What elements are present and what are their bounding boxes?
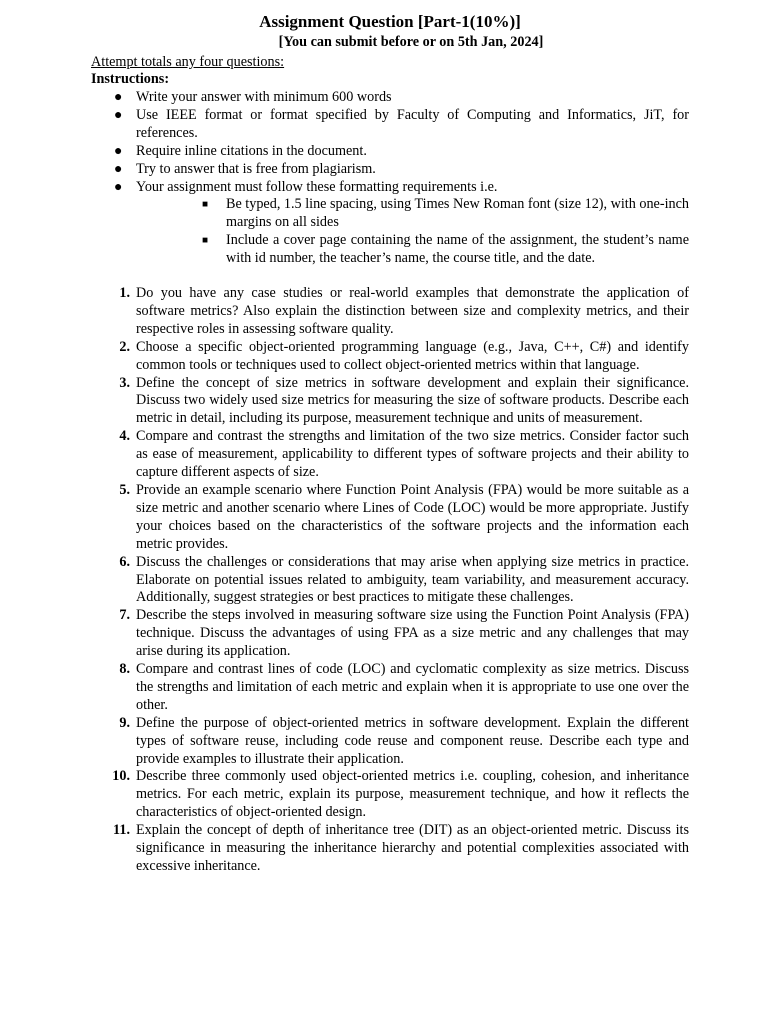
question-text: Discuss the challenges or considerations that may arise when applying size metrics in practice. Elaborate on potential issues related to ambiguity, team variability, and measurement accuracy. Additionally, suggest strategies or best practices to mitigate these challenges. (136, 553, 689, 606)
formatting-requirement-item: ■ Include a cover page containing the name of the assignment, the student’s name with id number, the teacher’s name, the course title, and the date. (202, 232, 689, 267)
question-item (0, 428, 689, 482)
question-item (0, 822, 689, 876)
question-text: Explain the concept of depth of inheritance tree (DIT) as an object-oriented metric. Discuss its significance in measuring the inheritance hierarchy and potential complexities associated with excessive inheritance. (136, 822, 689, 874)
question-text: Define the purpose of object-oriented metrics in software development. Explain the different types of software reuse, including code reuse and component reuse. Describe each type and provide examples to illustrate their application. (136, 714, 689, 767)
formatting-requirements-list (0, 196, 689, 268)
question-item (0, 482, 689, 554)
instructions-list (0, 89, 689, 268)
submission-deadline: [You can submit before or on 5th Jan, 2024] (278, 34, 544, 50)
question-item (0, 554, 689, 608)
question-text: Compare and contrast lines of code (LOC) and cyclomatic complexity as size metrics. Discuss the strengths and limitation of each metric and explain when it is appropriate to use one over the other. (136, 661, 689, 713)
question-item (0, 375, 689, 429)
instruction-item: ● Your assignment must follow these formatting requirements i.e. ■ Be typed, 1.5 line spacing, using Times New Roman font (size 12), with one-inch margins on all sides ■ Include a cover page containing the name of the assignment, the student’s name with id number, the teacher’s name, the course title, and the date. (0, 179, 689, 269)
question-item (0, 768, 689, 822)
square-bullet-icon: ■ (202, 199, 209, 211)
bullet-icon: ● (114, 107, 123, 123)
question-item (0, 661, 689, 715)
question-number: 10. (112, 768, 130, 785)
question-number: 11. (113, 822, 130, 839)
instruction-item: ● Use IEEE format or format specified by Faculty of Computing and Informatics, JiT, for references. (114, 106, 689, 141)
question-number: 8. (119, 661, 130, 678)
question-text: Describe three commonly used object-oriented metrics i.e. coupling, cohesion, and inheritance metrics. For each metric, explain its purpose, measurement technique, and how it reflects the characteristics of object-oriented design. (136, 768, 689, 821)
question-number: 5. (119, 481, 130, 498)
bullet-icon: ● (114, 143, 123, 159)
document-title: Assignment Question [Part-1(10%)] (259, 12, 521, 31)
bullet-icon: ● (114, 90, 123, 105)
question-item (0, 607, 689, 661)
questions-list (0, 285, 689, 876)
attempt-note: Attempt totals any four questions: (91, 54, 285, 70)
question-item (0, 339, 689, 375)
question-number: 4. (119, 428, 130, 445)
question-text: Provide an example scenario where Function Point Analysis (FPA) would be more suitable as a size metric and another scenario where Lines of Code (LOC) would be more appropriate. Justify your choices based on the characteristics of the software projects and the information each metric provides. (136, 481, 689, 552)
question-text: Describe the steps involved in measuring software size using the Function Point Analysis (FPA) technique. Discuss the advantages of using FPA as a size metric and any challenges that may arise during its application. (136, 607, 689, 660)
bullet-icon: ● (114, 161, 123, 177)
question-text: Choose a specific object-oriented programming language (e.g., Java, C++, C#) and identify common tools or techniques used to collect object-oriented metrics within that language. (136, 338, 689, 373)
formatting-requirement-item: ■ Be typed, 1.5 line spacing, using Times New Roman font (size 12), with one-inch margins on all sides (202, 196, 690, 231)
square-bullet-icon: ■ (202, 235, 209, 247)
question-number: 6. (119, 553, 130, 570)
instruction-item: ● Try to answer that is free from plagiarism. (114, 160, 376, 177)
question-text: Define the concept of size metrics in software development and explain their significance. Discuss two widely used size metrics for measuring the size of software products. Describe each metric in detail, including its purpose, measurement technique and units of measurement. (136, 374, 689, 427)
instructions-heading: Instructions: (91, 71, 170, 87)
question-number: 3. (119, 374, 130, 391)
question-item (0, 285, 689, 339)
instruction-item: ● Write your answer with minimum 600 words (114, 89, 392, 105)
question-item (0, 715, 689, 769)
instruction-item: ● Require inline citations in the document. (114, 142, 367, 159)
bullet-icon: ● (114, 179, 123, 195)
question-text: Do you have any case studies or real-world examples that demonstrate the application of software metrics? Also explain the distinction between size and complexity metrics, and their respective roles in assessing software quality. (136, 285, 689, 337)
question-text: Compare and contrast the strengths and limitation of the two size metrics. Consider factor such as ease of measurement, applicability to different types of software projects and their ability to capture different aspects of size. (136, 428, 689, 481)
question-number: 1. (119, 285, 130, 301)
question-number: 7. (119, 607, 130, 624)
question-number: 9. (119, 714, 130, 731)
question-number: 2. (119, 338, 130, 355)
